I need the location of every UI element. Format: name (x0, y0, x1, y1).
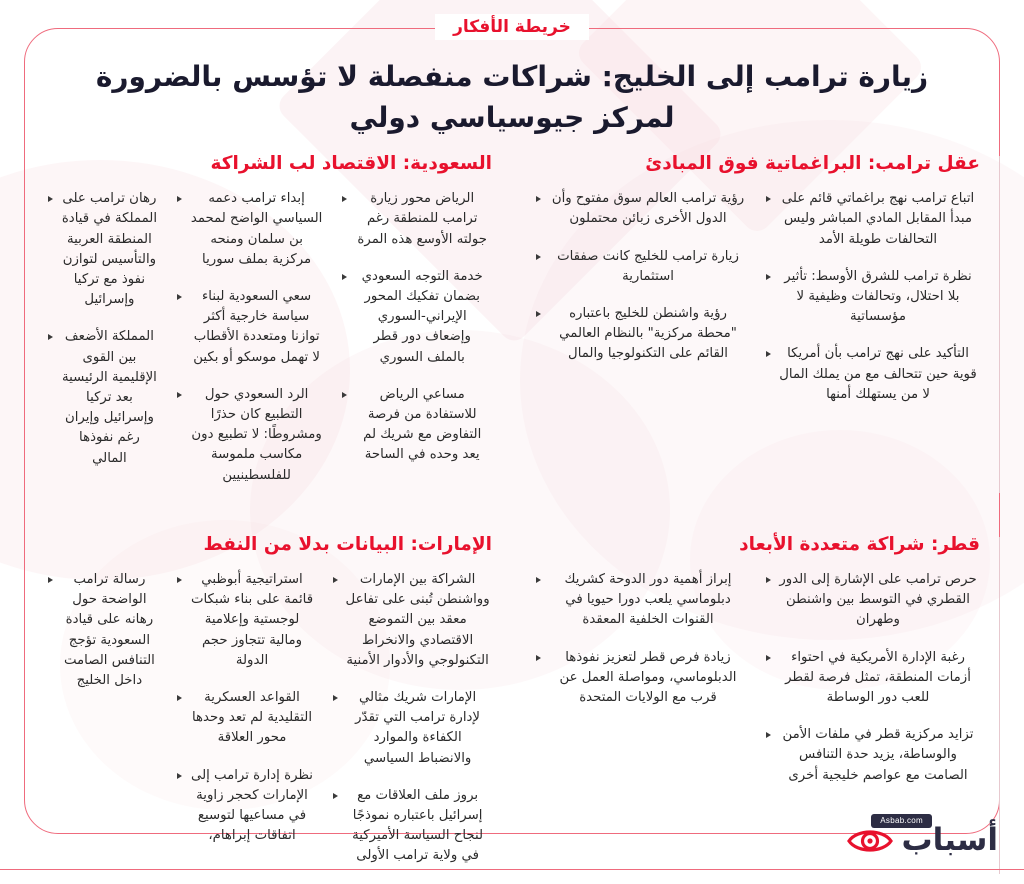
section-heading: قطر: شراكة متعددة الأبعاد (739, 533, 980, 555)
logo-domain-tag: Asbab.com (871, 814, 932, 828)
bullet-item: الشراكة بين الإمارات وواشنطن تُبنى على تفاعل معقد بين التموضع الاقتصادي والانخراط التكنولوجي والأدوار الأمنية (331, 570, 490, 671)
band-top (24, 152, 1000, 503)
bullet-item: زيادة فرص قطر لتعزيز نفوذها الدبلوماسي، ومواصلة العمل عن قرب مع الولايات المتحدة (534, 648, 748, 709)
section-columns (526, 189, 986, 422)
section-saudi-economy (24, 152, 512, 503)
bullet-item: زيارة ترامب للخليج كانت صفقات استثمارية (534, 247, 748, 287)
bullet-item: رهان ترامب على المملكة في قيادة المنطقة العربية والتأسيس لتوازن نفوذ مع تركيا وإسرائيل (46, 189, 159, 310)
section-trump-mind (512, 152, 1000, 503)
bullet-item: تزايد مركزية قطر في ملفات الأمن والوساطة، يزيد حدة التنافس الصامت مع عواصم خليجية أخرى (764, 725, 978, 786)
section-column (167, 189, 333, 503)
page-title: زيارة ترامب إلى الخليج: شراكات منفصلة لا تؤسس بالضرورة لمركز جيوسياسي دولي (95, 60, 929, 135)
section-column (526, 189, 756, 422)
eyebrow-label: خريطة الأفكار (435, 14, 589, 40)
section-columns (526, 570, 986, 803)
bullet-item: إبراز أهمية دور الدوحة كشريك دبلوماسي يلعب دورا حيويا في القنوات الخلفية المعقدة (534, 570, 748, 631)
brand-wordmark: أسباب (901, 822, 998, 858)
bullet-list (534, 570, 748, 708)
bullet-item: خدمة التوجه السعودي بضمان تفكيك المحور الإيراني-السوري وإضعاف دور قطر بالملف السوري (340, 267, 490, 368)
bullet-item: إبداء ترامب دعمه السياسي الواضح لمحمد بن سلمان ومنحه مركزية بملف سوريا (175, 189, 325, 270)
bullet-item: حرص ترامب على الإشارة إلى الدور القطري في التوسط بين واشنطن وطهران (764, 570, 978, 631)
section-column (526, 570, 756, 803)
bullet-item: سعي السعودية لبناء سياسة خارجية أكثر توازنا ومتعددة الأقطاب لا تهمل موسكو أو بكين (175, 287, 325, 368)
bullet-item: اتباع ترامب نهج براغماتي قائم على مبدأ المقابل المادي المباشر وليس التحالفات طويلة الأمد (764, 189, 978, 250)
bullet-list (340, 189, 490, 465)
bullet-item: المملكة الأضعف بين القوى الإقليمية الرئيسية بعد تركيا وإسرائيل وإيران رغم نفوذها المالي (46, 327, 159, 468)
bullet-item: رغبة الإدارة الأمريكية في احتواء أزمات المنطقة، تمثل فرصة لقطر للعب دور الوساطة (764, 648, 978, 709)
bullet-item: نظرة إدارة ترامب إلى الإمارات كحجر زاوية في مساعيها لتوسيع اتفاقات إبراهام، (175, 766, 315, 847)
section-columns (38, 189, 498, 503)
bullet-item: نظرة ترامب للشرق الأوسط: تأثير بلا احتلال، وتحالفات وظيفية لا مؤسساتية (764, 267, 978, 328)
bullet-list (46, 189, 159, 469)
section-heading: السعودية: الاقتصاد لب الشراكة (210, 153, 492, 174)
bullet-item: رسالة ترامب الواضحة حول رهانه على قيادة السعودية تؤجج التنافس الصامت داخل الخليج (46, 570, 159, 691)
bullet-item: التأكيد على نهج ترامب بأن أمريكا قوية حين تتحالف مع من يملك المال لا من يستهلك أمنها (764, 344, 978, 405)
bullet-item: القواعد العسكرية التقليدية لم تعد وحدها محور العلاقة (175, 688, 315, 749)
bullet-list (764, 189, 978, 405)
bullet-item: الرياض محور زيارة ترامب للمنطقة رغم جولته الأوسع هذه المرة (340, 189, 490, 250)
section-column (38, 189, 167, 503)
bullet-item: مساعي الرياض للاستفادة من فرصة التفاوض مع شريك لم يعد وحده في الساحة (340, 385, 490, 466)
bullet-list (175, 189, 325, 486)
bullet-list (534, 189, 748, 364)
bullet-item: رؤية واشنطن للخليج باعتباره "محطة مركزية" بالنظام العالمي القائم على التكنولوجيا والمال (534, 304, 748, 365)
bullet-list (46, 570, 159, 691)
page-title-block (90, 56, 934, 139)
section-column (332, 189, 498, 503)
asbab-eye-icon (847, 826, 893, 856)
section-column (756, 189, 986, 422)
section-heading: عقل ترامب: البراغماتية فوق المبادئ (645, 153, 980, 174)
bullet-list (764, 570, 978, 786)
bullet-item: بروز ملف العلاقات مع إسرائيل باعتباره نموذجًا لنجاح السياسة الأميركية في ولاية ترامب الأولى (331, 786, 490, 867)
bullet-item: الإمارات شريك مثالي لإدارة ترامب التي تقدّر الكفاءة والموارد والانضباط السياسي (331, 688, 490, 769)
bullet-item: الرد السعودي حول التطبيع كان حذرًا ومشروطًا: لا تطبيع دون مكاسب ملموسة للفلسطينيين (175, 385, 325, 486)
bullet-item: استراتيجية أبوظبي قائمة على بناء شبكات لوجستية وإعلامية ومالية تتجاوز حجم الدولة (175, 570, 315, 671)
bullet-item: رؤية ترامب العالم سوق مفتوح وأن الدول الأخرى زبائن محتملون (534, 189, 748, 229)
section-column (756, 570, 986, 803)
section-heading: الإمارات: البيانات بدلا من النفط (203, 533, 492, 555)
brand-logo[interactable] (847, 822, 998, 858)
footer-divider (0, 869, 1024, 871)
footer (0, 792, 1024, 884)
eyebrow-container (0, 14, 1024, 40)
